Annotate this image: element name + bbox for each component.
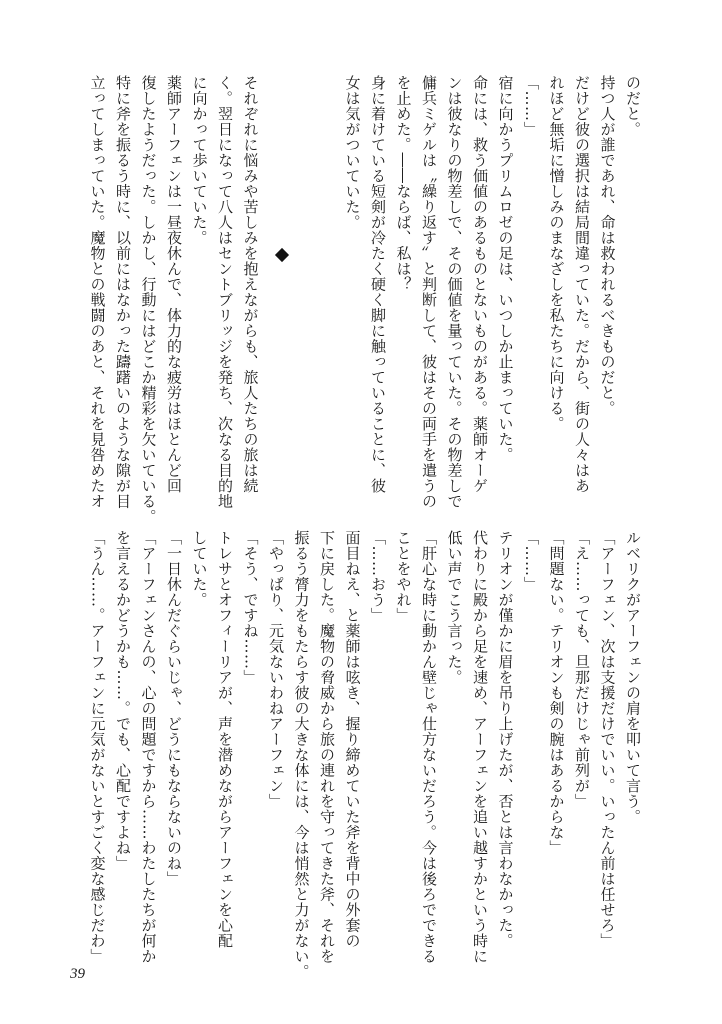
text-column: していた。 bbox=[190, 530, 209, 608]
text-column: 女は気がついていた。 bbox=[343, 75, 362, 230]
text-column: 「……」 bbox=[522, 530, 540, 592]
text-column: 「アーフェンさんの、心の問題ですから……わたしたちが何か bbox=[139, 530, 158, 964]
text-column: 「やっぱり、元気ないわねアーフェン」 bbox=[267, 530, 285, 809]
text-column: 低い声でこう言った。 bbox=[445, 530, 464, 685]
text-column: 命には、救う価値のあるものとないものがある。薬師オーゲ bbox=[471, 75, 489, 494]
text-column: 宿に向かうプリムロゼの足は、いつしか止まっていた。 bbox=[496, 75, 515, 463]
text-column: く。翌日になって八人はセントブリッジを発ち、次なる目的地 bbox=[216, 75, 234, 509]
text-column: れほど無垢に憎しみのまなざしを私たちに向ける。 bbox=[547, 75, 566, 432]
text-column: トレサとオフィーリアが、声を潜めながらアーフェンを心配 bbox=[216, 530, 234, 949]
text-column: 復したようだった。しかし、行動にはどこか精彩を欠いている。 bbox=[139, 75, 158, 525]
text-column: 代わりに殿から足を速め、アーフェンを追い越すかという時に bbox=[471, 530, 489, 964]
text-column: 下に戻した。魔物の脅威から旅の連れを守ってきた斧、それを bbox=[318, 530, 336, 964]
text-column: 立ってしまっていた。魔物との戦闘のあと、それを見咎めたオ bbox=[88, 75, 107, 509]
text-column: だけど彼の選択は結局間違っていた。だから、街の人々はあ bbox=[573, 75, 591, 494]
text-column: 面目ねえ、と薬師は呟き、握り締めていた斧を背中の外套の bbox=[343, 530, 362, 949]
text-column: 「うん……。アーフェンに元気がないとすごく変な感じだわ」 bbox=[88, 530, 107, 964]
text-column: テリオンが僅かに眉を吊り上げたが、否とは言わなかった。 bbox=[496, 530, 515, 949]
text-column: 「肝心な時に動かん壁じゃ仕方ないだろう。今は後ろでできる bbox=[420, 530, 438, 964]
text-column: 特に斧を振るう時に、以前にはなかった躊躇いのような隙が目 bbox=[114, 75, 132, 509]
text-column: それぞれに悩みや苦しみを抱えながらも、旅人たちの旅は続 bbox=[241, 75, 260, 494]
text-column: を止めた。――ならば、私は？ bbox=[394, 75, 413, 292]
text-column: 持つ人が誰であれ、命は救われるべきものだと。 bbox=[598, 75, 617, 416]
text-column: に向かって歩いていた。 bbox=[190, 75, 209, 246]
section-break-diamond-icon bbox=[275, 248, 289, 262]
text-column: 「アーフェン、次は支援だけでいい。いったん前は任せろ」 bbox=[598, 530, 617, 949]
text-column: を言えるかどうかも……。でも、心配ですよね」 bbox=[114, 530, 132, 871]
page-number: 39 bbox=[70, 966, 85, 982]
text-column: 「一日休んだぐらいじゃ、どうにもならないのね」 bbox=[165, 530, 183, 887]
text-column: 「……おう」 bbox=[369, 530, 387, 623]
text-column: ことをやれ」 bbox=[394, 530, 413, 623]
text-column: 「そう、ですね……」 bbox=[241, 530, 260, 685]
text-column: のだと。 bbox=[624, 75, 642, 137]
text-column: 振るう膂力をもたらす彼の大きな体には、今は悄然と力がない。 bbox=[292, 530, 311, 980]
text-column: 「問題ない。テリオンも剣の腕はあるからな」 bbox=[547, 530, 566, 856]
text-column: 傭兵ミゲルは〝繰り返す〟と判断して、彼はその両手を遣うの bbox=[420, 75, 438, 509]
text-column: 身に着けている短剣が冷たく硬く脚に触っていることに、彼 bbox=[369, 75, 387, 494]
text-column: ンは彼なりの物差しで、その価値を量っていた。その物差しで bbox=[445, 75, 464, 509]
text-column: 「え……っても、旦那だけじゃ前列が」 bbox=[573, 530, 591, 809]
text-column: 薬師アーフェンは一昼夜休んで、体力的な疲労はほとんど回 bbox=[165, 75, 183, 494]
text-column: 「……」 bbox=[522, 75, 540, 137]
text-column: ルベリクがアーフェンの肩を叩いて言う。 bbox=[624, 530, 642, 825]
